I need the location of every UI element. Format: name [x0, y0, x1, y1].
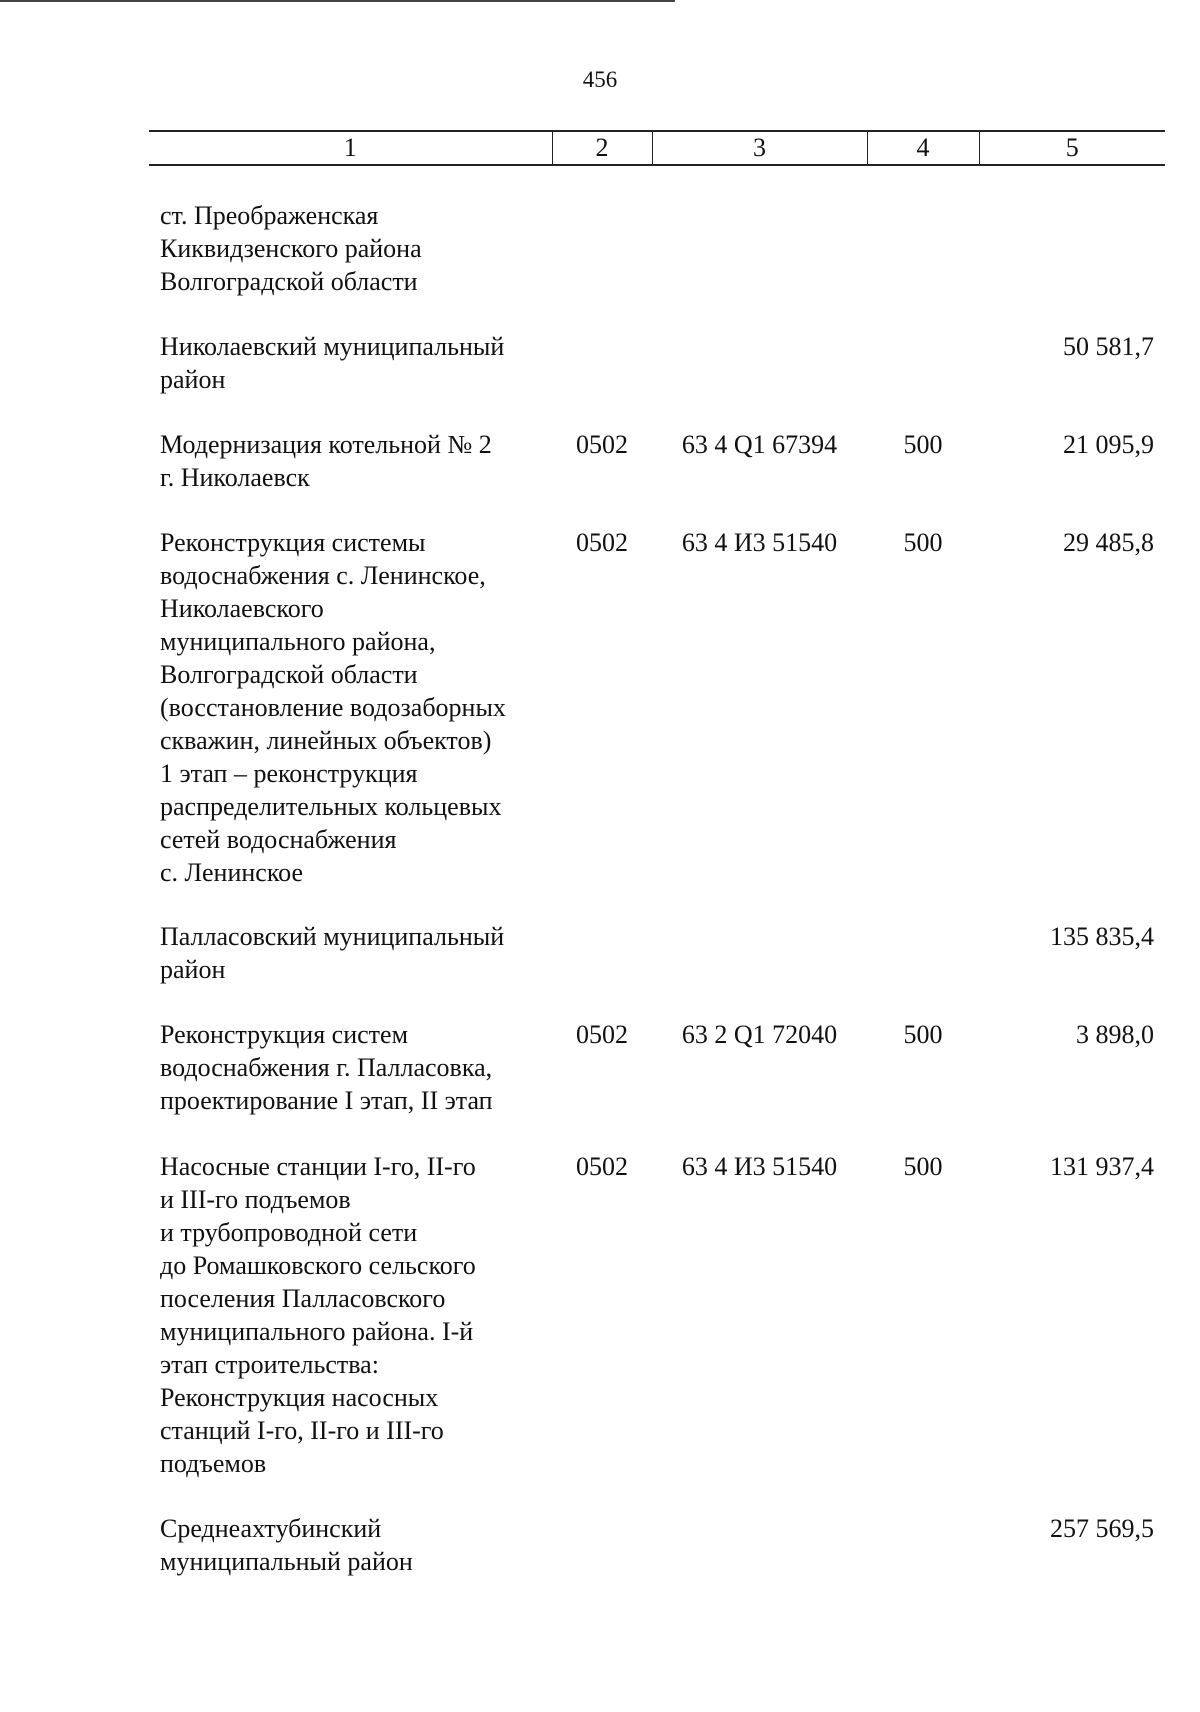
row-code: 63 4 И3 51540	[681, 528, 838, 557]
row-type: 500	[903, 430, 943, 459]
row-name: Палласовский муниципальный район	[160, 922, 505, 984]
row-type: 500	[903, 1020, 943, 1049]
row-amount: 257 569,5	[1050, 1514, 1154, 1543]
row-type: 500	[903, 1152, 943, 1181]
row-amount: 131 937,4	[1050, 1152, 1154, 1181]
page-number: 456	[582, 67, 618, 92]
row-name: Николаевский муниципальный район	[160, 332, 505, 394]
row-name: ст. Преображенская Киквидзенского района Волгоградской области	[160, 201, 422, 296]
row-name: Реконструкция системы водоснабжения с. Ленинское, Николаевского муниципального района, Волгоградской области (восстановление водозаборных скважин, линейных объектов) 1 этап – реконструкция распределительных кольцевых сетей водоснабжения с. Ленинское	[160, 528, 506, 887]
column-header-4: 4	[867, 131, 979, 165]
row-section: 0502	[576, 528, 628, 557]
row-code: 63 4 И3 51540	[681, 1152, 838, 1181]
row-name: Насосные станции I-го, II-го и III-го подъемов и трубопроводной сети до Ромашковского сельского поселения Палласовского муниципального района. I-й этап строительства: Реконструкция насосных станций I-го, II-го и III-го подъемов	[160, 1152, 476, 1478]
row-amount: 50 581,7	[1063, 332, 1154, 361]
row-name: Реконструкция систем водоснабжения г. Палласовка, проектирование I этап, II этап	[160, 1020, 493, 1115]
column-header-3: 3	[652, 131, 867, 165]
row-section: 0502	[576, 1020, 628, 1049]
row-amount: 29 485,8	[1063, 528, 1154, 557]
row-section: 0502	[576, 430, 628, 459]
row-amount: 21 095,9	[1063, 430, 1154, 459]
column-header-5: 5	[979, 131, 1165, 165]
row-section: 0502	[576, 1152, 628, 1181]
column-header-1: 1	[149, 131, 552, 165]
row-amount: 135 835,4	[1050, 922, 1154, 951]
row-amount: 3 898,0	[1076, 1020, 1154, 1049]
row-name: Среднеахтубинский муниципальный район	[160, 1514, 413, 1576]
column-header-2: 2	[552, 131, 652, 165]
row-type: 500	[903, 528, 943, 557]
row-name: Модернизация котельной № 2 г. Николаевск	[160, 430, 492, 492]
row-code: 63 4 Q1 67394	[681, 430, 838, 459]
row-code: 63 2 Q1 72040	[681, 1020, 838, 1049]
